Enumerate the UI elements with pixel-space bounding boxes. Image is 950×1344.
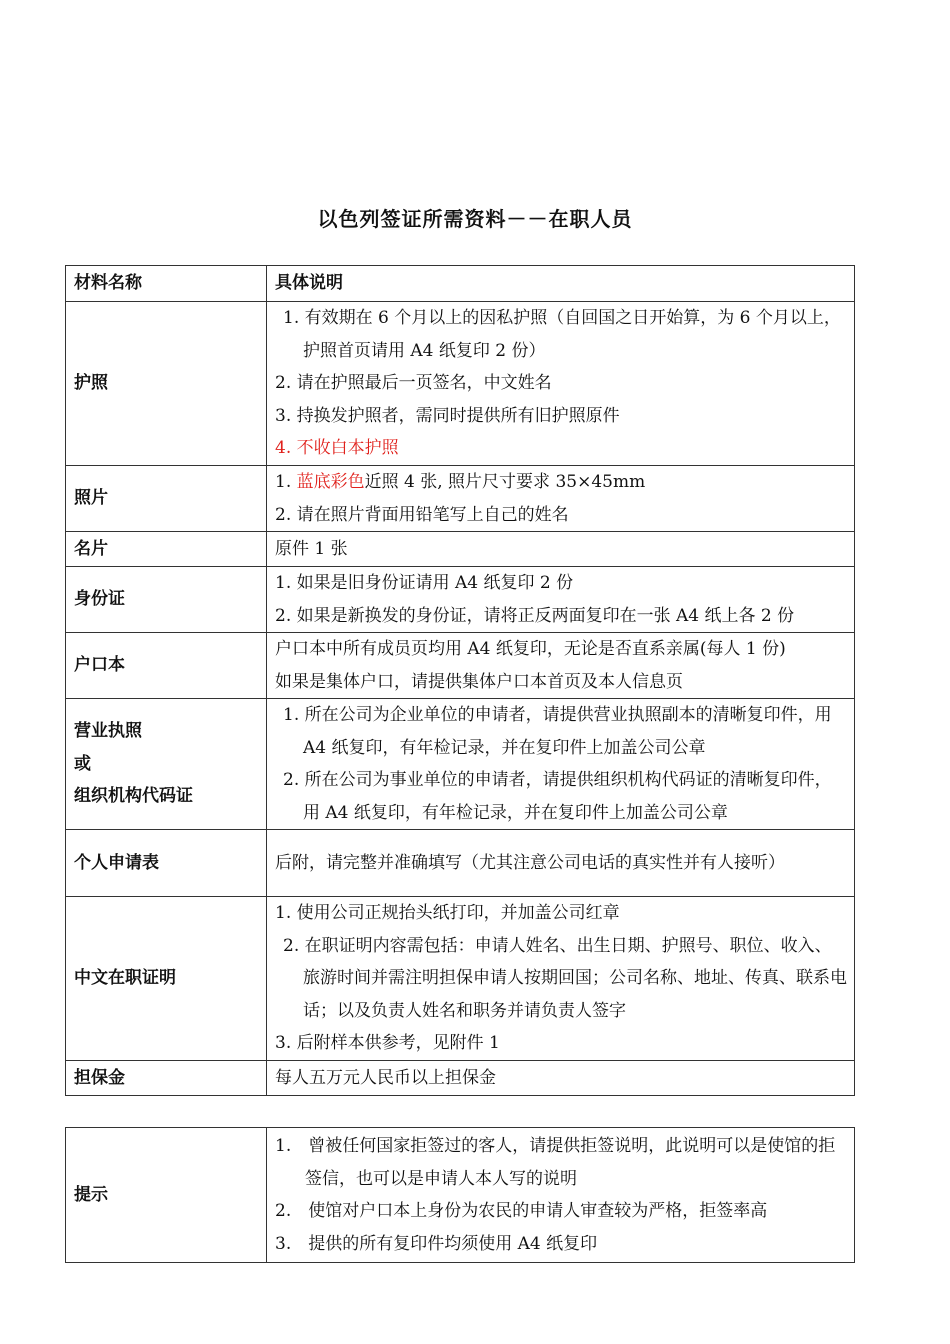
page-title: 以色列签证所需资料－－在职人员 <box>317 207 633 231</box>
row-label-employment-certificate: 中文在职证明 <box>66 897 267 1061</box>
list-item: 3. 后附样本供参考，见附件 1 <box>275 1033 500 1054</box>
table-header-row <box>66 266 855 302</box>
row-label-id-card: 身份证 <box>66 567 267 633</box>
table-row-id-card <box>66 567 855 633</box>
item-text: 近照 4 张, 照片尺寸要求 35×45mm <box>364 472 646 492</box>
row-desc-photo <box>267 466 855 532</box>
list-item: 1. 使用公司正规抬头纸打印，并加盖公司红章 <box>275 903 620 924</box>
table-row-passport <box>66 302 855 466</box>
text-line: 户口本中所有成员页均用 A4 纸复印，无论是否直系亲属(每人 1 份) <box>275 639 786 659</box>
tips-table <box>65 1127 855 1263</box>
list-item: 1. 所在公司为企业单位的申请者，请提供营业执照副本的清晰复印件，用 A4 纸复印，有年检记录，并在复印件上加盖公司公章 <box>283 705 832 758</box>
table-row-business-card <box>66 532 855 567</box>
highlight-text: 蓝底彩色 <box>296 472 365 492</box>
row-desc-business-license <box>267 699 855 830</box>
list-item-warning: 4. 不收白本护照 <box>275 438 399 459</box>
table-row-employment-certificate <box>66 897 855 1061</box>
list-item: 1. 曾被任何国家拒签过的客人，请提供拒签说明，此说明可以是使馆的拒签信，也可以是申请人本人写的说明 <box>275 1136 836 1189</box>
row-desc-application-form: 后附，请完整并准确填写（尤其注意公司电话的真实性并有人接听） <box>267 830 855 897</box>
row-desc-business-card: 原件 1 张 <box>267 532 855 567</box>
table-row-tips <box>66 1128 855 1263</box>
row-desc-tips <box>267 1128 855 1263</box>
table-row-business-license <box>66 699 855 830</box>
row-label-deposit: 担保金 <box>66 1061 267 1096</box>
row-desc-id-card <box>267 567 855 633</box>
text-line: 如果是集体户口，请提供集体户口本首页及本人信息页 <box>275 671 683 692</box>
row-label-photo: 照片 <box>66 466 267 532</box>
list-item: 3. 持换发护照者，需同时提供所有旧护照原件 <box>275 405 620 426</box>
requirements-table <box>65 265 855 1096</box>
row-desc-employment-certificate <box>267 897 855 1061</box>
row-desc-passport <box>267 302 855 466</box>
row-label-business-license <box>66 699 267 830</box>
header-description: 具体说明 <box>267 266 855 302</box>
row-label-hukou: 户口本 <box>66 633 267 699</box>
list-item: 2. 请在照片背面用铅笔写上自己的姓名 <box>275 504 569 525</box>
row-label-application-form: 个人申请表 <box>66 830 267 897</box>
table-row-photo <box>66 466 855 532</box>
row-desc-hukou <box>267 633 855 699</box>
list-item: 3. 提供的所有复印件均须使用 A4 纸复印 <box>275 1233 598 1254</box>
list-item: 1. 如果是旧身份证请用 A4 纸复印 2 份 <box>275 573 574 593</box>
table-row-deposit <box>66 1061 855 1096</box>
label-line: 组织机构代码证 <box>74 786 193 807</box>
row-label-business-card: 名片 <box>66 532 267 567</box>
row-label-tips: 提示 <box>66 1128 267 1263</box>
item-prefix: 1. <box>275 472 297 492</box>
label-line: 或 <box>74 753 91 774</box>
list-item: 2. 请在护照最后一页签名，中文姓名 <box>275 373 552 394</box>
list-item: 2. 如果是新换发的身份证，请将正反两面复印在一张 A4 纸上各 2 份 <box>275 605 795 626</box>
table-row-application-form <box>66 830 855 897</box>
row-desc-deposit: 每人五万元人民币以上担保金 <box>267 1061 855 1096</box>
label-line: 营业执照 <box>74 721 142 742</box>
list-item <box>275 466 848 499</box>
list-item: 2. 使馆对户口本上身份为农民的申请人审查较为严格，拒签率高 <box>275 1201 768 1221</box>
header-material-name: 材料名称 <box>66 266 267 302</box>
list-item: 2. 所在公司为事业单位的申请者，请提供组织机构代码证的清晰复印件，用 A4 纸复印，有年检记录，并在复印件上加盖公司公章 <box>283 770 832 823</box>
list-item: 2. 在职证明内容需包括：申请人姓名、出生日期、护照号、职位、收入、旅游时间并需注明担保申请人按期回国；公司名称、地址、传真、联系电话；以及负责人姓名和职务并请负责人签字 <box>283 935 847 1021</box>
row-label-passport: 护照 <box>66 302 267 466</box>
table-row-hukou <box>66 633 855 699</box>
list-item: 1. 有效期在 6 个月以上的因私护照（自回国之日开始算，为 6 个月以上，护照首页请用 A4 纸复印 2 份） <box>283 308 841 361</box>
